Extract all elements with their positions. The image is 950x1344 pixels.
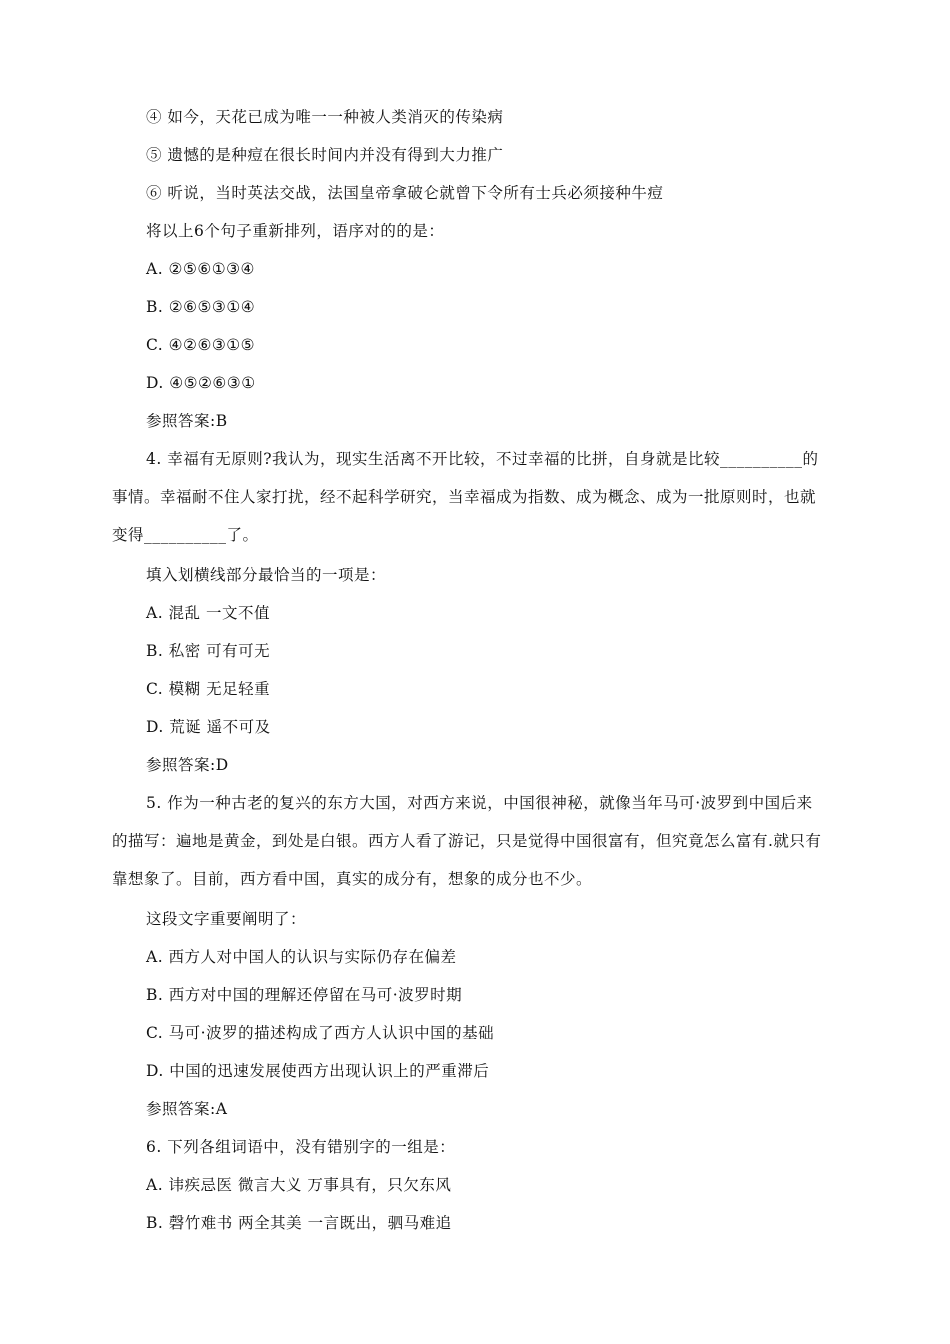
sentence-4: ④ 如今，天花已成为唯一一种被人类消灭的传染病 [146, 108, 504, 126]
question-4-text: 4. 幸福有无原则?我认为，现实生活离不开比较，不过幸福的比拼，自身就是比较__________的事情。幸福耐不住人家打扰，经不起科学研究，当幸福成为指数、成为概念、成为一批原则时，也就变得__________了。 [112, 450, 819, 544]
question-4-answer: 参照答案:D [146, 756, 229, 774]
question-5-option-d: D. 中国的迅速发展使西方出现认识上的严重滞后 [146, 1062, 490, 1080]
question-5-option-c: C. 马可·波罗的描述构成了西方人认识中国的基础 [146, 1024, 495, 1042]
question-6-prompt: 6. 下列各组词语中，没有错别字的一组是： [146, 1138, 456, 1156]
question-3-option-b: B. ②⑥⑤③①④ [146, 298, 256, 316]
question-4-option-a: A. 混乱 一文不值 [146, 604, 270, 622]
sentence-6: ⑥ 听说，当时英法交战，法国皇帝拿破仑就曾下令所有士兵必须接种牛痘 [146, 184, 664, 202]
question-5-option-b: B. 西方对中国的理解还停留在马可·波罗时期 [146, 986, 463, 1004]
question-3-option-a: A. ②⑤⑥①③④ [146, 260, 255, 278]
question-5-prompt: 这段文字重要阐明了： [146, 910, 307, 928]
question-5-option-a: A. 西方人对中国人的认识与实际仍存在偏差 [146, 948, 457, 966]
question-6-option-a: A. 讳疾忌医 微言大义 万事具有，只欠东风 [146, 1176, 452, 1194]
question-6-option-b: B. 磬竹难书 两全其美 一言既出，驷马难追 [146, 1214, 452, 1232]
question-4-option-b: B. 私密 可有可无 [146, 642, 271, 660]
question-3-option-d: D. ④⑤②⑥③① [146, 374, 256, 392]
question-5-answer: 参照答案:A [146, 1100, 228, 1118]
question-3-answer: 参照答案:B [146, 412, 228, 430]
question-3-option-c: C. ④②⑥③①⑤ [146, 336, 256, 354]
question-4-prompt: 填入划横线部分最恰当的一项是： [146, 566, 387, 584]
question-5-text: 5. 作为一种古老的复兴的东方大国，对西方来说，中国很神秘，就像当年马可·波罗到中国后来的描写：遍地是黄金，到处是白银。西方人看了游记，只是觉得中国很富有，但究竟怎么富有.就只有靠想象了。目前，西方看中国，真实的成分有，想象的成分也不少。 [112, 794, 822, 888]
sentence-5: ⑤ 遗憾的是种痘在很长时间内并没有得到大力推广 [146, 146, 504, 164]
question-4-option-c: C. 模糊 无足轻重 [146, 680, 271, 698]
question-3-prompt: 将以上6个句子重新排列，语序对的的是： [146, 222, 445, 240]
question-4-option-d: D. 荒诞 遥不可及 [146, 718, 271, 736]
